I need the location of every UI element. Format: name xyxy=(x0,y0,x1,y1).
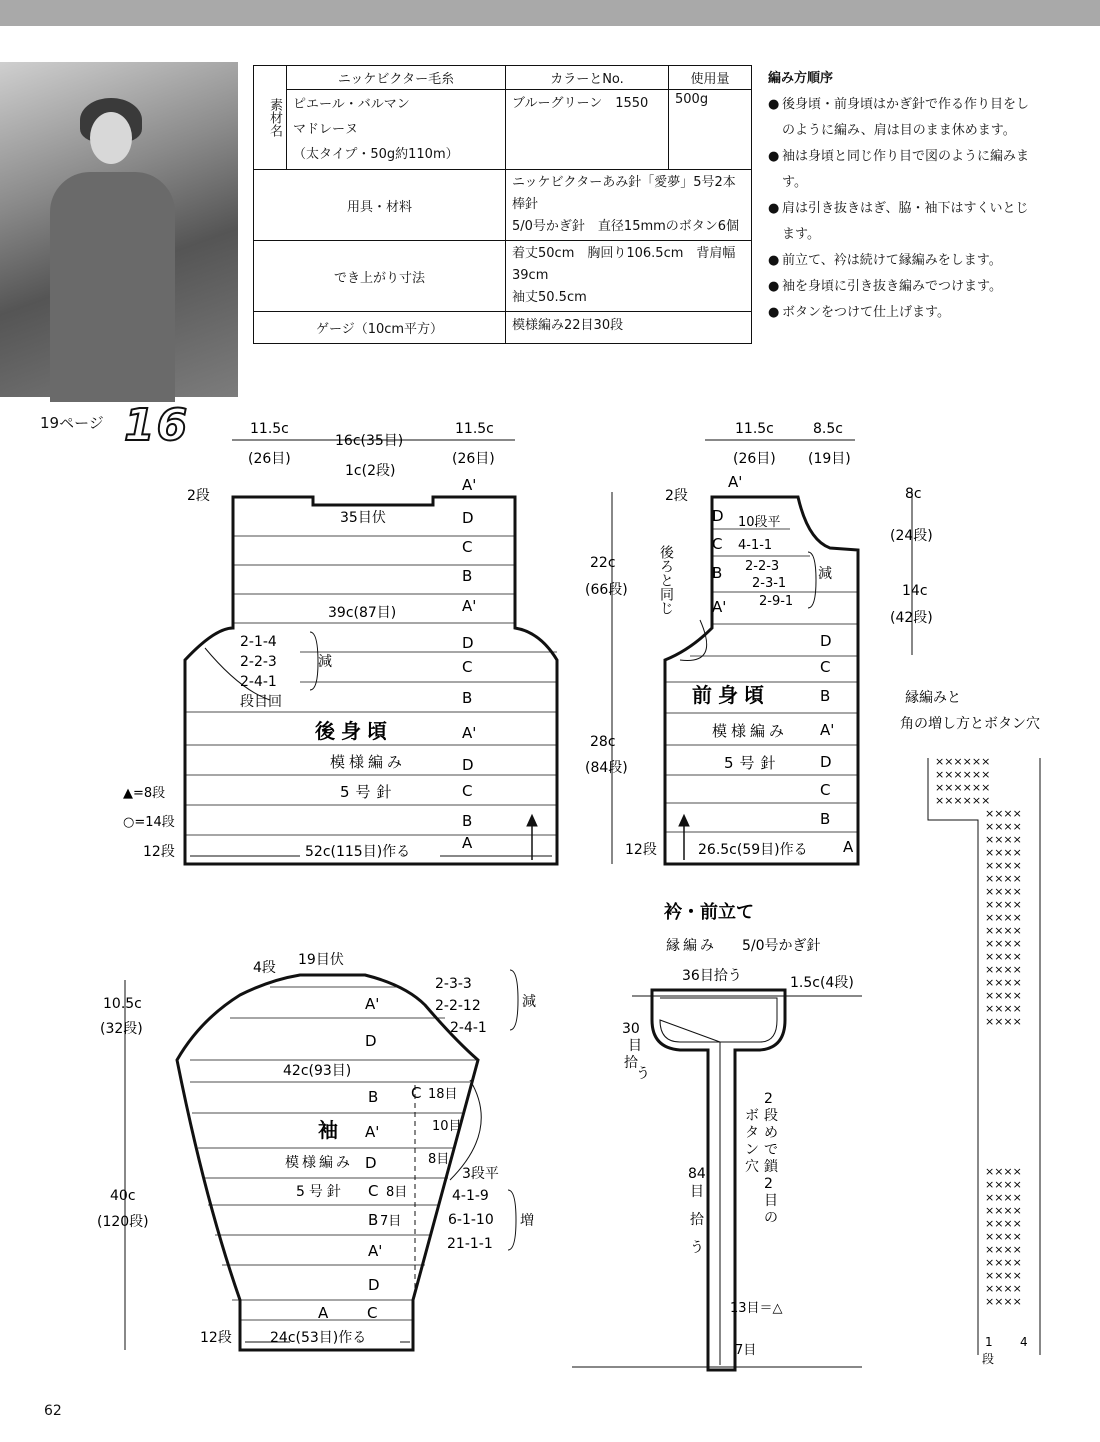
gauge-label: ゲージ（10cm平方） xyxy=(254,312,506,344)
page-number: 62 xyxy=(44,1403,62,1419)
back-stripe-label: C xyxy=(462,538,473,556)
back-neck-bindoff: 35目伏 xyxy=(340,510,386,526)
edge-stitch-symbol: ×××× xyxy=(985,963,1022,976)
front-neck-w-st: (19目) xyxy=(808,451,851,467)
front-height-upper-rows: (66段) xyxy=(585,582,628,598)
instruction-line: 後身頃・前身頃はかぎ針で作る作り目をし xyxy=(782,97,1030,112)
collar-button-note: 目 xyxy=(764,1193,778,1209)
front-stripe-label: D xyxy=(712,507,724,525)
collar-stitch-13: 13目＝△ xyxy=(730,1301,783,1316)
front-title: 前身頃 xyxy=(692,683,770,707)
front-stripe-label: A' xyxy=(820,721,835,739)
collar-pick-front: 目 xyxy=(690,1184,704,1200)
color-cell: ブルーグリーン 1550 xyxy=(506,90,669,170)
back-stripe-label: A xyxy=(462,834,473,852)
back-dec-row: 2-2-3 xyxy=(240,654,277,670)
sleeve-cap-row: 2-4-1 xyxy=(450,1020,487,1036)
front-stripe-label: B xyxy=(820,810,831,828)
back-pattern: 模様編み xyxy=(330,753,407,771)
instruction-line: 前立て、衿は続けて縁編みをします。 xyxy=(782,253,1002,268)
edge-stitch-symbol: ×××× xyxy=(985,937,1022,950)
front-shoulder-st: (26目) xyxy=(733,451,776,467)
size-line: 着丈50cm 胸回り106.5cm 背肩幅39cm xyxy=(512,246,736,283)
collar-pick-side: う xyxy=(636,1066,650,1082)
sleeve-stitch-10: 10目 xyxy=(432,1119,462,1134)
edge-stitch-symbol: ×××× xyxy=(985,872,1022,885)
edge-chart-title: 角の増し方とボタン穴 xyxy=(900,716,1040,732)
back-cast-on: 52c(115目)作る xyxy=(305,844,411,860)
instruction-line: のように編み、肩は目のまま休めます。 xyxy=(782,123,1016,138)
edge-stitch-symbol: ×××× xyxy=(985,1191,1022,1204)
back-stripe-label: D xyxy=(462,756,474,774)
front-stripe-label: A' xyxy=(728,473,743,491)
edge-stitch-symbol: ×××××× xyxy=(935,794,991,807)
edge-chart-frame xyxy=(928,758,1040,1355)
back-needle: 5号針 xyxy=(340,783,398,801)
sleeve-needle: 5号針 xyxy=(296,1184,345,1200)
sleeve-inc-bracket xyxy=(508,1190,516,1250)
amount-header: 使用量 xyxy=(669,66,752,90)
front-armhole-height: 14c xyxy=(902,583,928,599)
front-same-as-back: 後ろと同じ xyxy=(658,545,674,615)
front-neck-row: 2-9-1 xyxy=(759,594,794,609)
back-dec-row: 2-1-4 xyxy=(240,634,277,650)
front-stripe-label: C xyxy=(712,535,723,553)
edge-stitch-symbol: ×××× xyxy=(985,1243,1022,1256)
back-shoulder-right: 11.5c xyxy=(455,421,494,437)
back-title: 後身頃 xyxy=(315,719,393,743)
front-neck-height-rows: (24段) xyxy=(890,528,933,544)
front-stripe-labels xyxy=(712,473,854,856)
collar-button-note: 穴 xyxy=(745,1159,759,1175)
back-dec-row: 2-4-1 xyxy=(240,674,277,690)
back-shoulder-left-st: (26目) xyxy=(248,451,291,467)
front-neck-height: 8c xyxy=(905,486,922,502)
bullet-icon: ● xyxy=(768,253,780,268)
collar-button-note: 段 xyxy=(764,1108,778,1124)
bullet-icon: ● xyxy=(768,149,780,164)
collar-pick-side: 拾 xyxy=(624,1055,638,1071)
front-neck-row: 2-3-1 xyxy=(752,576,787,591)
front-height-lower-rows: (84段) xyxy=(585,760,628,776)
instruction-line: ます。 xyxy=(782,227,820,242)
sleeve-stripe-label: B xyxy=(368,1088,379,1106)
front-stripe-label: C xyxy=(820,781,831,799)
edge-row-1: 1 xyxy=(985,1335,993,1349)
sleeve-stripe-label: D xyxy=(365,1032,377,1050)
front-height-lower: 28c xyxy=(590,734,616,750)
collar-button-note: 2 xyxy=(764,1091,773,1107)
collar-button-note: め xyxy=(764,1125,778,1141)
edge-stitch-symbol: ×××× xyxy=(985,1015,1022,1028)
back-dec-note: 段目回 xyxy=(240,694,282,710)
edge-stitch-symbol: ×××× xyxy=(985,924,1022,937)
tools-label: 用具・材料 xyxy=(254,170,506,241)
sleeve-cap-height: 10.5c xyxy=(103,996,142,1012)
edge-stitch-symbol: ×××× xyxy=(985,989,1022,1002)
sleeve-stripe-label: A' xyxy=(368,1242,383,1260)
sleeve-stripe-label: D xyxy=(368,1276,380,1294)
sleeve-title: 袖 xyxy=(318,1118,338,1142)
instruction-line: ボタンをつけて仕上げます。 xyxy=(782,305,950,320)
collar-stitch-7: 7目 xyxy=(735,1343,757,1358)
back-stripe-label: D xyxy=(462,509,474,527)
front-row-2: 2段 xyxy=(665,488,688,504)
back-stripe-label: A' xyxy=(462,724,477,742)
front-rows-12: 12段 xyxy=(625,842,657,858)
sleeve-stripe-label: D xyxy=(365,1154,377,1172)
back-stripe-label: C xyxy=(462,658,473,676)
bullet-icon: ● xyxy=(768,97,780,112)
sleeve-stripe-label: B xyxy=(368,1211,379,1229)
collar-button-note: の xyxy=(764,1210,778,1226)
front-needle: 5号針 xyxy=(724,754,782,772)
collar-button-note: ボ xyxy=(745,1108,759,1124)
sleeve-stripe-label: C xyxy=(368,1182,379,1200)
gauge-cell: 模様編み22目30段 xyxy=(506,312,752,344)
sleeve-width: 42c(93目) xyxy=(283,1063,352,1079)
collar-pick-side: 目 xyxy=(628,1038,642,1054)
sleeve-inc-row: 4-1-9 xyxy=(452,1188,489,1204)
sleeve-stripe-label: A xyxy=(318,1304,329,1322)
edge-stitch-symbol: ×××× xyxy=(985,950,1022,963)
edge-stitch-symbol: ×××××× xyxy=(935,768,991,781)
sleeve-cap-dec: 減 xyxy=(522,994,536,1010)
edge-stitch-symbol: ×××× xyxy=(985,1204,1022,1217)
back-dec-bracket xyxy=(310,632,318,690)
sleeve-stitch-18: 18目 xyxy=(428,1087,458,1102)
front-same-arc xyxy=(680,620,707,661)
sleeve-stitch-8a: 8目 xyxy=(428,1152,450,1167)
front-height-upper: 22c xyxy=(590,555,616,571)
edge-stitch-symbol: ×××××× xyxy=(935,781,991,794)
collar-button-note: タ xyxy=(745,1125,759,1141)
color-header: カラーとNo. xyxy=(506,66,669,90)
yarn-line: マドレーヌ xyxy=(293,122,359,137)
sleeve-inc-label: 増 xyxy=(520,1213,534,1229)
edge-stitch-symbol: ×××× xyxy=(985,1282,1022,1295)
front-stripe-label: B xyxy=(820,687,831,705)
front-neck-bracket xyxy=(808,552,816,608)
edge-stitch-symbol: ×××× xyxy=(985,898,1022,911)
collar-hook: 5/0号かぎ針 xyxy=(742,938,821,954)
yarn-line: （太タイプ・50g約110m） xyxy=(293,147,459,162)
sleeve-pattern: 模様編み xyxy=(285,1155,353,1171)
size-label: でき上がり寸法 xyxy=(254,241,506,312)
front-arrow-head xyxy=(679,815,689,826)
sleeve-stitch-8b: 8目 xyxy=(386,1185,408,1200)
collar-pick-front: う xyxy=(690,1240,704,1256)
front-pattern: 模様編み xyxy=(712,722,789,740)
bullet-icon: ● xyxy=(768,279,780,294)
instruction-line: 肩は引き抜きはぎ、脇・袖下はすくいとじ xyxy=(782,201,1029,216)
collar-button-note: で xyxy=(764,1142,778,1158)
sleeve-cap-row: 2-3-3 xyxy=(435,976,472,992)
front-stripe-label: A' xyxy=(712,598,727,616)
bullet-icon: ● xyxy=(768,305,780,320)
edge-stitch-symbol: ×××××× xyxy=(935,755,991,768)
edge-stitch-symbol: ×××× xyxy=(985,1295,1022,1308)
edge-stitch-symbol: ×××× xyxy=(985,833,1022,846)
back-stripe-label: A' xyxy=(462,476,477,494)
front-neck-row: 4-1-1 xyxy=(738,538,773,553)
sleeve-inc-row: 6-1-10 xyxy=(448,1212,494,1228)
back-shoulder-right-st: (26目) xyxy=(452,451,495,467)
front-neck-row: 10段平 xyxy=(738,515,781,530)
edge-stitch-symbol: ×××× xyxy=(985,820,1022,833)
back-stripe-labels xyxy=(462,476,476,852)
edge-stitch-symbol: ×××× xyxy=(985,976,1022,989)
collar-button-note: ン xyxy=(745,1142,759,1158)
back-stripe-label: B xyxy=(462,689,473,707)
sleeve-flat: 3段平 xyxy=(462,1166,499,1182)
front-shoulder: 11.5c xyxy=(735,421,774,437)
front-stripe-label: D xyxy=(820,753,832,771)
edge-stitch-symbol: ×××× xyxy=(985,1217,1022,1230)
collar-edge-width: 1.5c(4段) xyxy=(790,975,854,991)
edge-stitch-symbol: ×××× xyxy=(985,1256,1022,1269)
edge-stitch-symbol: ×××× xyxy=(985,885,1022,898)
back-neck-depth: 1c(2段) xyxy=(345,463,396,479)
sleeve-cap-bracket xyxy=(510,970,518,1030)
edge-stitch-symbol: ×××× xyxy=(985,1165,1022,1178)
front-neck-row: 2-2-3 xyxy=(745,559,780,574)
page-reference: 19ページ xyxy=(40,414,104,432)
front-stripe-label: B xyxy=(712,564,723,582)
edge-row-label: 段 xyxy=(982,1352,995,1366)
collar-pick-front: 拾 xyxy=(690,1212,704,1228)
edge-row-4: 4 xyxy=(1020,1335,1028,1349)
brand-header: ニッケビクター毛糸 xyxy=(287,66,506,90)
edge-stitch-symbol: ×××× xyxy=(985,1178,1022,1191)
sleeve-cast-on: 24c(53目)作る xyxy=(270,1330,367,1346)
collar-pick-side: 30 xyxy=(622,1021,640,1037)
sleeve-stripe-label: A' xyxy=(365,995,380,1013)
material-label: 素材名 xyxy=(254,66,287,170)
instruction-line: 袖を身頃に引き抜き編みでつけます。 xyxy=(782,279,1002,294)
collar-subtitle: 縁編み xyxy=(666,938,717,954)
front-cast-on: 26.5c(59目)作る xyxy=(698,842,808,858)
sleeve-stripe-label: A' xyxy=(365,1123,380,1141)
back-stripe-label: D xyxy=(462,634,474,652)
back-neck-width: 16c(35目) xyxy=(335,433,404,449)
front-stripe-label: A xyxy=(843,838,854,856)
back-stripe-label: C xyxy=(462,782,473,800)
collar-pick-front: 84 xyxy=(688,1166,706,1182)
edge-stitch-symbol: ×××× xyxy=(985,911,1022,924)
sleeve-length: 40c xyxy=(110,1188,136,1204)
amount-cell: 500g xyxy=(669,90,752,170)
collar-button-note: 2 xyxy=(764,1176,773,1192)
front-neck-dec: 減 xyxy=(818,566,832,582)
back-tri-note: ▲=8段 xyxy=(123,786,166,801)
front-neck-w: 8.5c xyxy=(813,421,843,437)
tools-line: 5/0号かぎ針 直径15mmのボタン6個 xyxy=(512,219,740,234)
edge-stitch-symbol: ×××× xyxy=(985,1269,1022,1282)
back-row-2: 2段 xyxy=(187,488,210,504)
front-stripe-label: C xyxy=(820,658,831,676)
sleeve-rows-12: 12段 xyxy=(200,1330,232,1346)
back-shoulder-left: 11.5c xyxy=(250,421,289,437)
tools-line: ニッケビクターあみ針「愛夢」5号2本棒針 xyxy=(512,175,736,212)
back-stripe-label: A' xyxy=(462,597,477,615)
back-dec-label: 減 xyxy=(318,654,332,670)
edge-stitch-symbol: ×××× xyxy=(985,1002,1022,1015)
back-circ-note: ○=14段 xyxy=(123,815,175,830)
edge-stitch-symbol: ×××× xyxy=(985,859,1022,872)
size-line: 袖丈50.5cm xyxy=(512,290,587,305)
sleeve-top-rows: 4段 xyxy=(253,960,276,976)
back-width-upper: 39c(87目) xyxy=(328,605,397,621)
edge-stitch-symbol: ×××× xyxy=(985,807,1022,820)
back-arrow-head xyxy=(527,815,537,826)
instruction-title: 編み方順序 xyxy=(768,71,834,86)
collar-title: 衿・前立て xyxy=(664,902,754,923)
collar-button-note: 鎖 xyxy=(764,1159,778,1175)
sleeve-length-rows: (120段) xyxy=(97,1214,149,1230)
edge-chart-title: 縁編みと xyxy=(905,690,961,706)
back-rows-12: 12段 xyxy=(143,844,175,860)
sleeve-top-bindoff: 19目伏 xyxy=(298,952,344,968)
front-armhole-height-rows: (42段) xyxy=(890,610,933,626)
edge-stitch-symbol: ×××× xyxy=(985,846,1022,859)
edge-stitch-symbol: ×××× xyxy=(985,1230,1022,1243)
collar-pick-top: 36目拾う xyxy=(682,968,742,984)
bullet-icon: ● xyxy=(768,201,780,216)
front-stripe-label: D xyxy=(820,632,832,650)
instruction-line: 袖は身頃と同じ作り目で図のように編みま xyxy=(782,149,1030,164)
sleeve-stitch-7: 7目 xyxy=(380,1214,402,1229)
back-stripe-label: B xyxy=(462,567,473,585)
sleeve-stripe-label: C xyxy=(411,1084,422,1102)
pattern-number: 16 xyxy=(124,400,190,451)
sleeve-inc-row: 21-1-1 xyxy=(447,1236,493,1252)
sleeve-cap-height-rows: (32段) xyxy=(100,1021,143,1037)
yarn-line: ピエール・バルマン xyxy=(293,97,410,112)
instruction-line: す。 xyxy=(782,175,807,190)
sleeve-cap-row: 2-2-12 xyxy=(435,998,481,1014)
back-stripe-label: B xyxy=(462,812,473,830)
sleeve-stripe-label: C xyxy=(367,1304,378,1322)
